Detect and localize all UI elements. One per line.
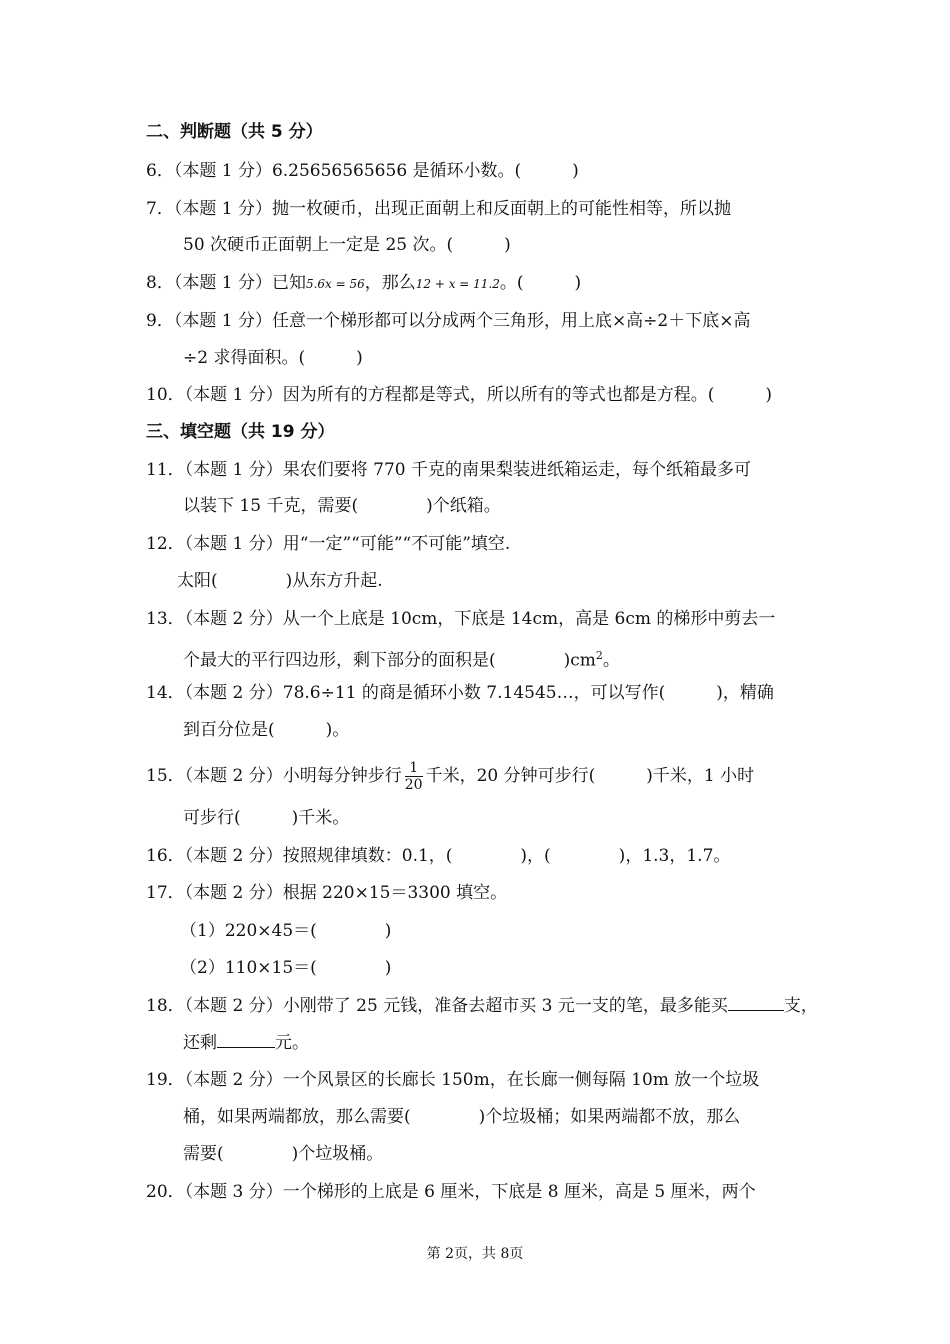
question-7-line1: 7．（本题 1 分）抛一枚硬币，出现正面朝上和反面朝上的可能性相等，所以抛 (146, 199, 731, 219)
question-9-line1: 9．（本题 1 分）任意一个梯形都可以分成两个三角形，用上底×高÷2＋下底×高 (146, 311, 751, 331)
question-20-line1: 20．（本题 3 分）一个梯形的上底是 6 厘米，下底是 8 厘米，高是 5 厘米，两个 (146, 1182, 756, 1202)
question-11-line1: 11．（本题 1 分）果农们要将 770 千克的南果梨装进纸箱运走，每个纸箱最多可 (146, 460, 752, 480)
question-8-mid: ，那么 (364, 273, 416, 293)
section-title-fill-blank: 三、填空题（共 19 分） (146, 422, 335, 442)
question-15-prefix: 15．（本题 2 分）小明每分钟步行 (146, 766, 402, 786)
question-8-prefix: 8．（本题 1 分）已知 (146, 273, 306, 293)
superscript-2: 2 (595, 649, 603, 662)
question-18-suffix: 支， (783, 996, 818, 1016)
question-14-line2: 到百分位是( )。 (183, 720, 350, 740)
question-6: 6．（本题 1 分）6.25656565656 是循环小数。( ) (146, 161, 579, 181)
question-13-text: 个最大的平行四边形，剩下部分的面积是( )cm (183, 650, 596, 671)
question-13-end: 。 (602, 650, 620, 671)
question-16: 16．（本题 2 分）按照规律填数：0.1，( )，( )，1.3，1.7。 (146, 846, 731, 866)
question-19-line1: 19．（本题 2 分）一个风景区的长廊长 150m，在长廊一侧每隔 10m 放一个垃圾 (146, 1070, 760, 1090)
question-18-line1 (146, 994, 818, 1017)
question-11-line2: 以装下 15 千克，需要( )个纸箱。 (183, 496, 501, 516)
question-12-line2: 太阳( )从东方升起. (177, 571, 383, 591)
equation-2: 12 + x = 11.2 (415, 277, 500, 291)
section-title-judgement: 二、判断题（共 5 分） (146, 122, 323, 142)
question-19-line3: 需要( )个垃圾桶。 (183, 1144, 384, 1164)
question-10: 10．（本题 1 分）因为所有的方程都是等式，所以所有的等式也都是方程。( ) (146, 385, 773, 405)
question-8-suffix: 。( ) (499, 273, 582, 293)
question-15-line1 (146, 757, 754, 795)
question-15-line2: 可步行( )千米。 (183, 808, 350, 828)
question-7-line2: 50 次硬币正面朝上一定是 25 次。( ) (183, 235, 511, 255)
question-9-line2: ÷2 求得面积。( ) (183, 348, 363, 368)
question-19-line2: 桶，如果两端都放，那么需要( )个垃圾桶；如果两端都不放，那么 (183, 1107, 741, 1127)
question-18-line2-prefix: 还剩 (183, 1033, 217, 1053)
question-18-prefix: 18．（本题 2 分）小刚带了 25 元钱，准备去超市买 3 元一支的笔，最多能买 (146, 996, 728, 1016)
page-footer: 第 2页，共 8页 (426, 1246, 524, 1262)
fraction (405, 760, 423, 793)
answer-blank-1[interactable] (728, 994, 784, 1011)
fraction-denominator: 20 (404, 777, 423, 793)
question-12-line1: 12．（本题 1 分）用“一定”“可能”“不可能”填空. (146, 534, 511, 554)
answer-blank-2[interactable] (217, 1031, 275, 1048)
question-17-sub2: （2）110×15＝( ) (180, 958, 392, 978)
question-17-sub1: （1）220×45＝( ) (180, 921, 392, 941)
question-15-suffix: 千米，20 分钟可步行( )千米，1 小时 (425, 766, 755, 786)
question-18-line2 (183, 1031, 309, 1054)
question-8 (146, 272, 581, 295)
question-13-line2 (183, 645, 620, 672)
question-18-line2-suffix: 元。 (275, 1033, 309, 1053)
question-14-line1: 14．（本题 2 分）78.6÷11 的商是循环小数 7.14545…，可以写作( )，精确 (146, 683, 774, 703)
question-17-line1: 17．（本题 2 分）根据 220×15＝3300 填空。 (146, 883, 508, 903)
fraction-numerator: 1 (405, 760, 423, 777)
equation-1: 5.6x = 56 (305, 277, 365, 291)
question-13-line1: 13．（本题 2 分）从一个上底是 10cm，下底是 14cm，高是 6cm 的梯形中剪去一 (146, 609, 776, 629)
